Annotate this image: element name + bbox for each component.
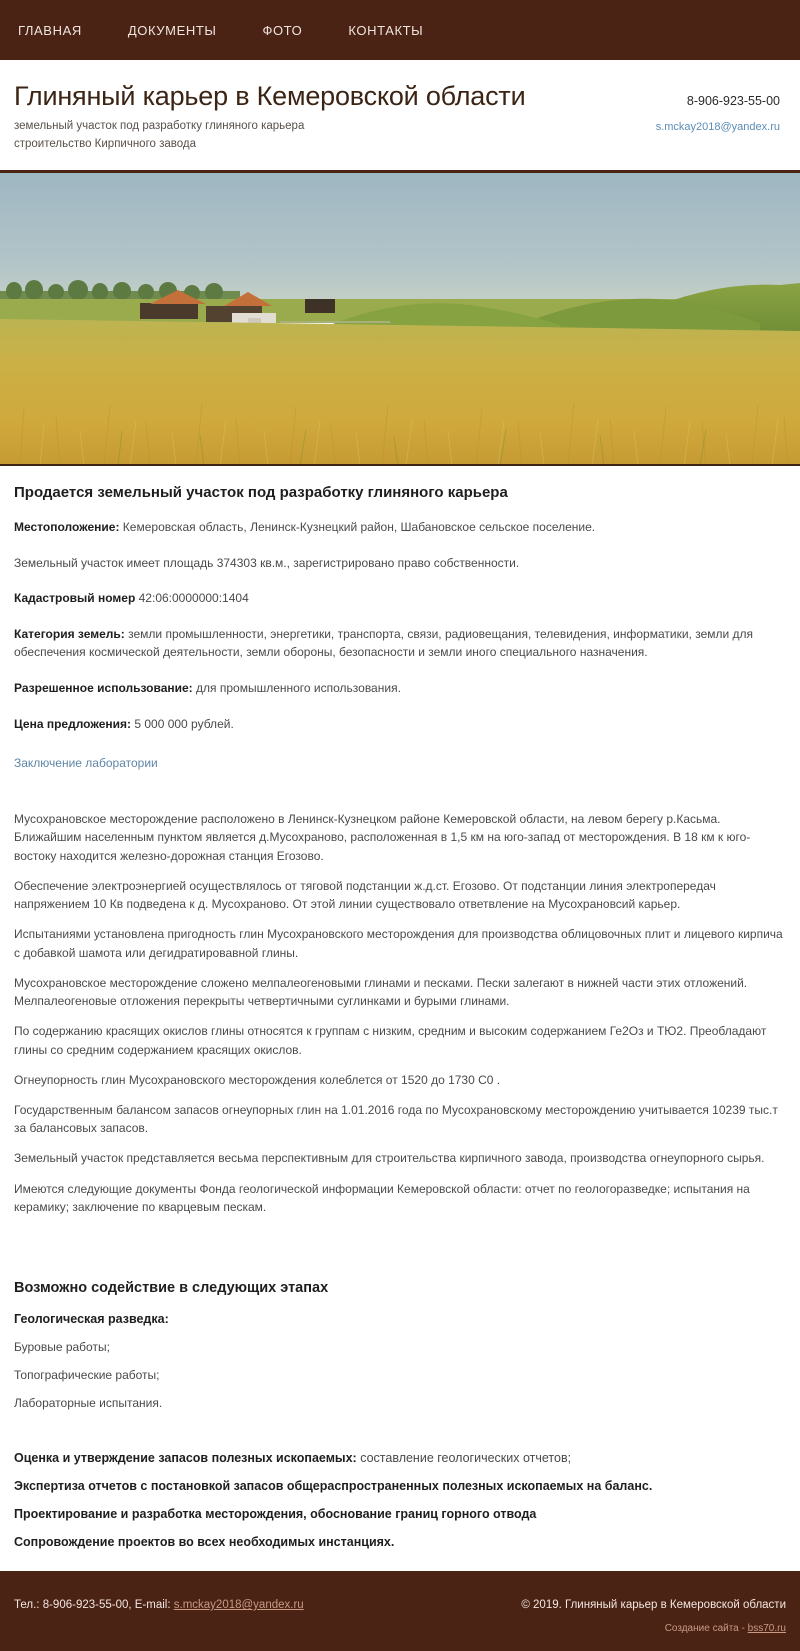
spec-price — [14, 715, 786, 734]
nav-item-home[interactable]: ГЛАВНАЯ — [18, 22, 82, 38]
stage-project-support: Сопровождение проектов во всех необходимых инстанциях. — [14, 1535, 395, 1550]
stage-item-topography: Топографические работы; — [14, 1368, 160, 1383]
hero-illustration — [0, 173, 800, 466]
stage-reserves-assessment — [14, 1451, 786, 1465]
lab-report-link[interactable]: Заключение лаборатории — [14, 756, 158, 771]
spacer-before-description — [14, 772, 786, 810]
site-footer — [0, 1571, 800, 1651]
description-paragraph-3: Испытаниями установлена пригодность глин Мусохрановского месторождения для производства облицовочных плит и лицевого кирпича с добавкой шамота или дегидратировавной глины. — [14, 927, 783, 960]
description-paragraph-8: Земельный участок представляется весьма перспективным для строительства кирпичного завода, производства огнеупорного сырья. — [14, 1151, 765, 1166]
page-title: Глиняный карьер в Кемеровской области — [14, 81, 526, 111]
description-paragraph-9: Имеются следующие документы Фонда геологической информации Кемеровской области: отчет по геологоразведке; испытания на керамику; заключение по кварцевым пескам. — [14, 1181, 750, 1214]
footer-copyright-block — [521, 1571, 786, 1634]
header-left-block — [14, 78, 525, 154]
header-email-link[interactable]: s.mckay2018@yandex.ru — [655, 121, 780, 133]
spec-price-label: Цена предложения: — [14, 716, 131, 731]
description-paragraph-6: Огнеупорность глин Мусохрановского месторождения колеблется от 1520 до 1730 С0 . — [14, 1072, 501, 1087]
stage-reserves-assessment-value: составление геологических отчетов; — [356, 1451, 572, 1466]
site-subtitle-line-2: строительство Кирпичного завода — [14, 138, 197, 151]
footer-email-prefix: , E-mail: — [128, 1599, 174, 1612]
main-content — [0, 466, 800, 1571]
stages-heading: Возможно содействие в следующих этапах — [14, 1280, 329, 1297]
spacer-before-stages — [14, 1228, 786, 1280]
spec-cadastral — [14, 589, 786, 608]
stage-item-drilling: Буровые работы; — [14, 1340, 110, 1355]
main-navigation — [0, 0, 800, 60]
description-paragraph-5: По содержанию красящих окислов глины относятся к группам с низким, средним и высоким содержанием Ге2Оз и ТЮ2. Преобладают глины со средним содержанием красящих окислов. — [14, 1024, 767, 1057]
nav-item-contacts[interactable]: КОНТАКТЫ — [348, 22, 424, 38]
spec-location — [14, 518, 786, 537]
footer-contacts — [14, 1571, 304, 1611]
stage-item-lab-tests: Лабораторные испытания. — [14, 1396, 163, 1411]
footer-credit-link[interactable]: bss70.ru — [747, 1623, 786, 1635]
description-paragraph-4: Мусохрановское месторождение сложено мелпалеогеновыми глинами и песками. Пески залегают в нижней части этих отложений. Мелпалеогеновые отложения перекрыты четвертичными суглинками и бурыми глинами. — [14, 975, 748, 1009]
spec-permitted-use — [14, 679, 786, 698]
spec-area — [14, 554, 786, 573]
hero-landscape-photo — [0, 173, 800, 466]
footer-copyright: © 2019. Глиняный карьер в Кемеровской области — [521, 1599, 786, 1612]
description-paragraph-1: Мусохрановское месторождение расположено в Ленинск-Кузнецком районе Кемеровской области, на левом берегу р.Касьма. Ближайшим населенным пунктом является д.Мусохраново, расположенная в 1,5 км на юго-запад от месторождения. В 18 км к юго-востоку находится железно-дорожная станция Егозово. — [14, 812, 751, 863]
header-phone: 8-906-923-55-00 — [686, 94, 780, 108]
stage-expertise: Экспертиза отчетов с постановкой запасов общераспространенных полезных ископаемых на баланс. — [14, 1479, 653, 1494]
spec-permitted-use-value: для промышленного использования. — [192, 680, 401, 695]
spacer-between-stage-groups — [14, 1424, 786, 1451]
footer-email-link[interactable]: s.mckay2018@yandex.ru — [173, 1599, 304, 1612]
stage-design-development: Проектирование и разработка месторождения, обоснование границ горного отвода — [14, 1507, 537, 1522]
spec-cadastral-label: Кадастровый номер — [14, 591, 136, 606]
spec-location-label: Местоположение: — [14, 520, 120, 534]
nav-item-photo[interactable]: ФОТО — [262, 22, 303, 38]
site-header — [0, 60, 800, 173]
spec-cadastral-value: 42:06:0000000:1404 — [135, 591, 249, 606]
footer-phone: 8-906-923-55-00 — [42, 1599, 129, 1612]
spec-permitted-use-label: Разрешенное использование: — [14, 680, 193, 695]
footer-credit-prefix: Создание сайта - — [664, 1623, 748, 1635]
spec-price-value: 5 000 000 рублей. — [131, 716, 234, 731]
content-heading: Продается земельный участок под разработку глиняного карьера — [14, 484, 508, 501]
spec-category-label: Категория земель: — [14, 626, 125, 641]
header-contact-block — [656, 78, 786, 135]
spec-area-value: Земельный участок имеет площадь 374303 кв.м., зарегистрировано право собственности. — [14, 555, 520, 570]
stage-reserves-assessment-label: Оценка и утверждение запасов полезных ископаемых: — [14, 1451, 357, 1466]
footer-credit — [521, 1623, 786, 1634]
footer-phone-prefix: Тел.: — [14, 1599, 43, 1612]
spec-category-value: земли промышленности, энергетики, транспорта, связи, радиовещания, телевидения, информатики, земли для обеспечения космической деятельности, земли обороны, безопасности и земли иного специального назначения. — [14, 626, 754, 660]
spec-location-value: Кемеровская область, Ленинск-Кузнецкий район, Шабановское сельское поселение. — [119, 520, 596, 534]
description-paragraph-7: Государственным балансом запасов огнеупорных глин на 1.01.2016 года по Мусохрановскому месторождению учитывается 10239 тыс.т за балансовых запасов. — [14, 1102, 778, 1136]
spec-category — [14, 625, 786, 662]
site-subtitle-line-1: земельный участок под разработку глиняного карьера — [14, 120, 305, 133]
description-paragraph-2: Обеспечение электроэнергией осуществлялось от тяговой подстанции ж.д.ст. Егозово. От подстанции линия электропередач напряжением 10 Кв подведена к д. Мусохраново. От этой линии существовало ответвление на Мусохрановсий карьер. — [14, 878, 716, 912]
stages-subheading: Геологическая разведка: — [14, 1312, 169, 1327]
nav-item-documents[interactable]: ДОКУМЕНТЫ — [127, 22, 217, 38]
